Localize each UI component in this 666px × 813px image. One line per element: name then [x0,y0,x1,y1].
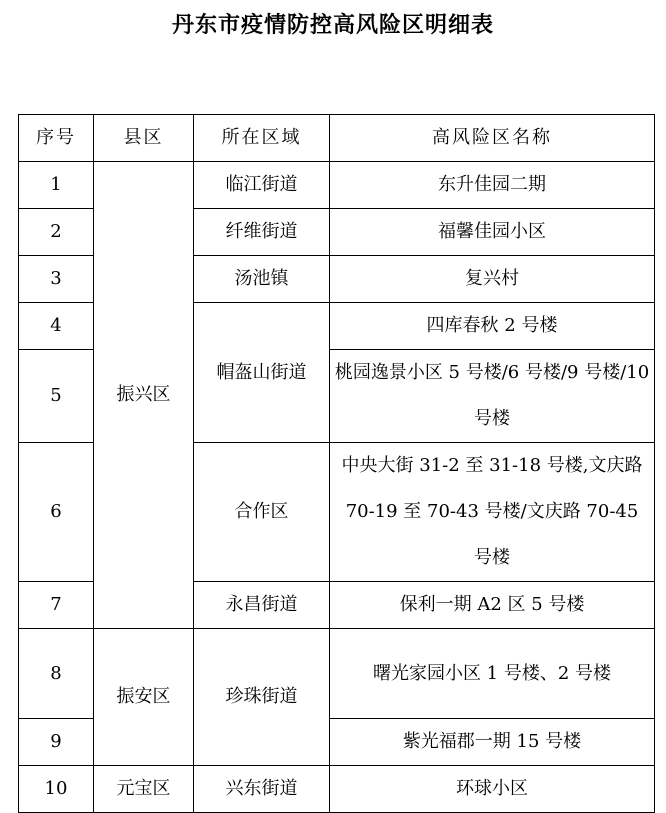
area-cell: 帽盔山街道 [194,303,330,443]
risk-name-cell: 中央大街 31-2 至 31-18 号楼,文庆路 70-19 至 70-43 号楼/文庆路 70-45 号楼 [330,443,655,582]
header-district: 县区 [94,115,194,162]
row-number: 9 [19,719,94,766]
risk-name-cell: 环球小区 [330,766,655,813]
table-row [19,629,655,719]
row-number: 10 [19,766,94,813]
risk-name-cell: 紫光福郡一期 15 号楼 [330,719,655,766]
high-risk-area-table [18,114,655,813]
area-cell: 兴东街道 [194,766,330,813]
risk-name-cell: 复兴村 [330,256,655,303]
risk-name-cell: 福馨佳园小区 [330,209,655,256]
risk-name-cell: 桃园逸景小区 5 号楼/6 号楼/9 号楼/10 号楼 [330,350,655,443]
header-area: 所在区域 [194,115,330,162]
row-number: 4 [19,303,94,350]
table-header-row [19,115,655,162]
risk-name-cell: 四库春秋 2 号楼 [330,303,655,350]
table-row [19,162,655,209]
area-cell: 临江街道 [194,162,330,209]
row-number: 7 [19,582,94,629]
risk-name-cell: 保利一期 A2 区 5 号楼 [330,582,655,629]
risk-name-cell: 东升佳园二期 [330,162,655,209]
area-cell: 珍珠街道 [194,629,330,766]
district-cell: 振安区 [94,629,194,766]
area-cell: 合作区 [194,443,330,582]
row-number: 8 [19,629,94,719]
row-number: 3 [19,256,94,303]
row-number: 6 [19,443,94,582]
row-number: 2 [19,209,94,256]
area-cell: 永昌街道 [194,582,330,629]
risk-name-cell: 曙光家园小区 1 号楼、2 号楼 [330,629,655,719]
district-cell: 振兴区 [94,162,194,629]
area-cell: 汤池镇 [194,256,330,303]
page-title: 丹东市疫情防控高风险区明细表 [171,12,494,38]
header-serial: 序号 [19,115,94,162]
district-cell: 元宝区 [94,766,194,813]
row-number: 1 [19,162,94,209]
header-risk-name: 高风险区名称 [330,115,655,162]
row-number: 5 [19,350,94,443]
table-row [19,766,655,813]
area-cell: 纤维街道 [194,209,330,256]
